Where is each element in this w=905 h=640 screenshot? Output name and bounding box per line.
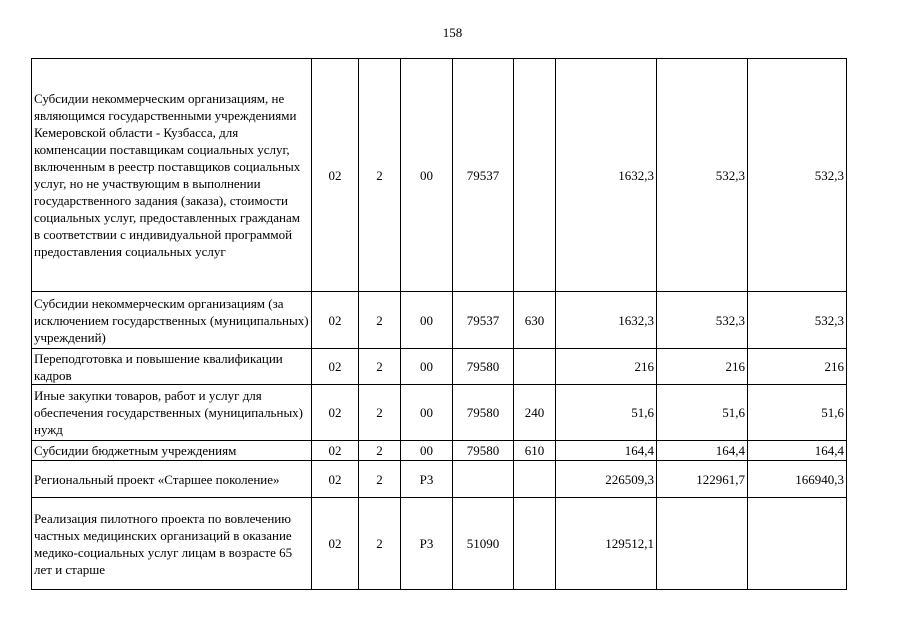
sum-year-2 [657,498,748,590]
code-program: 02 [312,59,359,292]
table-row [32,385,847,441]
sum-year-2: 164,4 [657,441,748,461]
code-expense: 51090 [453,498,514,590]
code-direction: 00 [401,385,453,441]
code-expense-type [514,349,556,385]
sum-year-3: 216 [748,349,847,385]
code-direction: 00 [401,292,453,349]
table-row [32,349,847,385]
sum-year-2: 122961,7 [657,461,748,498]
code-expense: 79580 [453,441,514,461]
row-name: Иные закупки товаров, работ и услуг для обеспечения государственных (муниципальных) нужд [32,385,312,441]
table-row [32,59,847,292]
code-expense-type [514,59,556,292]
code-expense-type [514,498,556,590]
sum-year-1: 216 [556,349,657,385]
code-direction: 00 [401,59,453,292]
row-name: Субсидии некоммерческим организациям, не являющимся государственными учреждениями Кемеровской области - Кузбасса, для компенсации поставщикам социальных услуг, включенным в реестр поставщиков социальных услуг, но не участвующим в выполнении государственного задания (заказа), стоимости социальных услуг, предоставленных гражданам в соответствии с индивидуальной программой предоставления социальных услуг [32,59,312,292]
sum-year-1: 226509,3 [556,461,657,498]
code-expense-type: 610 [514,441,556,461]
code-program: 02 [312,441,359,461]
sum-year-1: 164,4 [556,441,657,461]
code-expense [453,461,514,498]
code-direction: P3 [401,461,453,498]
budget-table [31,58,847,590]
sum-year-2: 532,3 [657,292,748,349]
code-subprogram: 2 [359,349,401,385]
sum-year-2: 216 [657,349,748,385]
sum-year-2: 532,3 [657,59,748,292]
table-row [32,498,847,590]
code-expense-type [514,461,556,498]
table-row [32,441,847,461]
page-number: 158 [442,25,463,40]
sum-year-3: 532,3 [748,292,847,349]
code-direction: 00 [401,349,453,385]
code-program: 02 [312,292,359,349]
row-name: Региональный проект «Старшее поколение» [32,461,312,498]
sum-year-1: 1632,3 [556,292,657,349]
code-expense: 79537 [453,292,514,349]
sum-year-3: 164,4 [748,441,847,461]
code-expense-type: 630 [514,292,556,349]
sum-year-3: 51,6 [748,385,847,441]
code-program: 02 [312,461,359,498]
row-name: Реализация пилотного проекта по вовлечению частных медицинских организаций в оказание медико-социальных услуг лицам в возрасте 65 лет и старше [32,498,312,590]
sum-year-3 [748,498,847,590]
code-direction: P3 [401,498,453,590]
code-subprogram: 2 [359,498,401,590]
code-program: 02 [312,349,359,385]
sum-year-3: 166940,3 [748,461,847,498]
code-expense: 79537 [453,59,514,292]
row-name: Субсидии некоммерческим организациям (за исключением государственных (муниципальных) учреждений) [32,292,312,349]
code-subprogram: 2 [359,441,401,461]
row-name: Переподготовка и повышение квалификации кадров [32,349,312,385]
code-expense-type: 240 [514,385,556,441]
sum-year-1: 129512,1 [556,498,657,590]
code-program: 02 [312,385,359,441]
row-name: Субсидии бюджетным учреждениям [32,441,312,461]
table-row [32,461,847,498]
code-subprogram: 2 [359,461,401,498]
code-subprogram: 2 [359,59,401,292]
table-row [32,292,847,349]
sum-year-1: 1632,3 [556,59,657,292]
sum-year-3: 532,3 [748,59,847,292]
code-direction: 00 [401,441,453,461]
code-subprogram: 2 [359,292,401,349]
code-expense: 79580 [453,385,514,441]
sum-year-2: 51,6 [657,385,748,441]
code-subprogram: 2 [359,385,401,441]
sum-year-1: 51,6 [556,385,657,441]
code-program: 02 [312,498,359,590]
code-expense: 79580 [453,349,514,385]
